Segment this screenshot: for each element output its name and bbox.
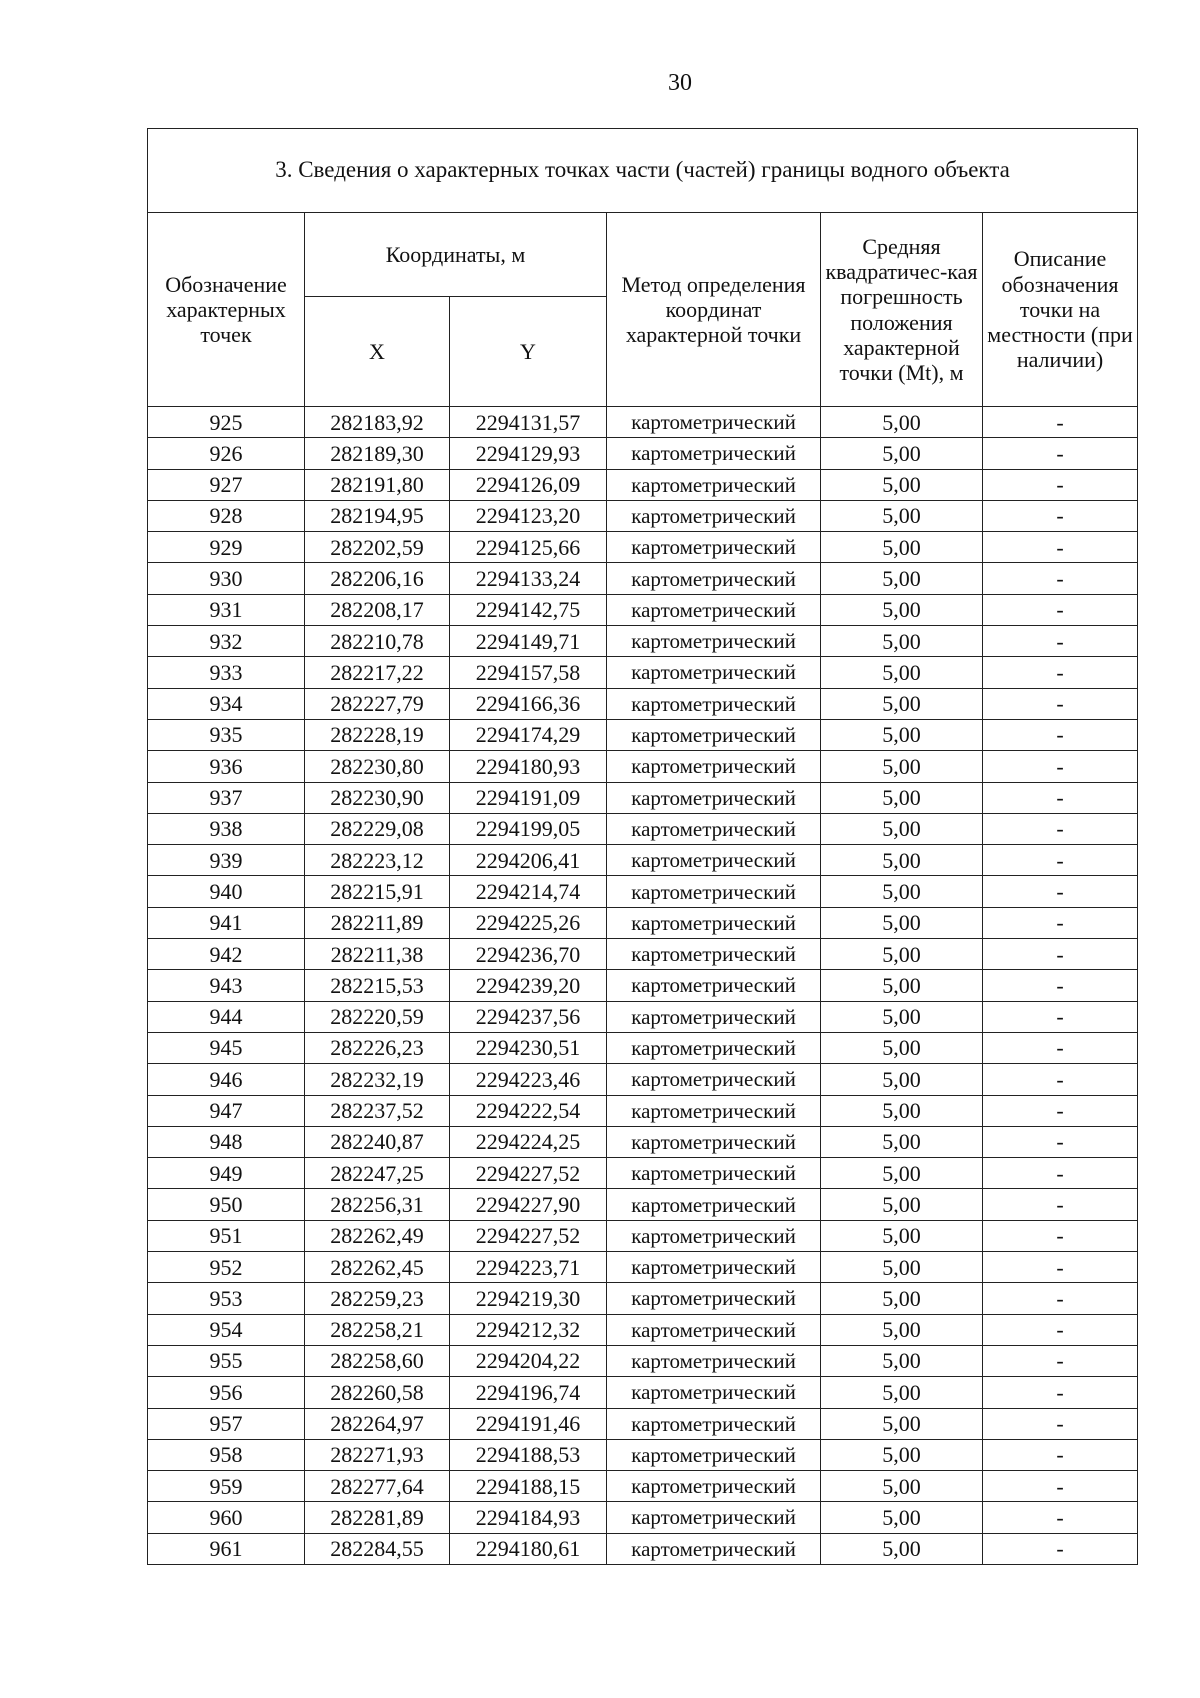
cell-x: 282211,38 <box>305 939 450 970</box>
cell-x: 282226,23 <box>305 1032 450 1063</box>
table-row <box>148 1533 1138 1564</box>
table-row <box>148 907 1138 938</box>
cell-method: картометрический <box>607 532 821 563</box>
cell-method: картометрический <box>607 1314 821 1345</box>
cell-point: 930 <box>148 563 305 594</box>
header-description: Описание обозначения точки на местности (при наличии) <box>983 213 1138 407</box>
cell-point: 932 <box>148 626 305 657</box>
cell-y: 2294219,30 <box>450 1283 607 1314</box>
cell-error: 5,00 <box>821 719 983 750</box>
table-row <box>148 1471 1138 1502</box>
cell-description: - <box>983 751 1138 782</box>
cell-error: 5,00 <box>821 1502 983 1533</box>
cell-description: - <box>983 1001 1138 1032</box>
table-row <box>148 1220 1138 1251</box>
cell-point: 925 <box>148 407 305 438</box>
cell-method: картометрический <box>607 1439 821 1470</box>
cell-point: 949 <box>148 1158 305 1189</box>
cell-point: 940 <box>148 876 305 907</box>
cell-method: картометрический <box>607 1502 821 1533</box>
cell-x: 282277,64 <box>305 1471 450 1502</box>
cell-method: картометрический <box>607 1345 821 1376</box>
cell-description: - <box>983 939 1138 970</box>
cell-description: - <box>983 1126 1138 1157</box>
cell-description: - <box>983 688 1138 719</box>
cell-y: 2294149,71 <box>450 626 607 657</box>
cell-description: - <box>983 970 1138 1001</box>
cell-description: - <box>983 813 1138 844</box>
cell-x: 282281,89 <box>305 1502 450 1533</box>
cell-description: - <box>983 438 1138 469</box>
cell-x: 282194,95 <box>305 500 450 531</box>
cell-description: - <box>983 876 1138 907</box>
table-row <box>148 1439 1138 1470</box>
table-row <box>148 688 1138 719</box>
cell-method: картометрический <box>607 813 821 844</box>
cell-method: картометрический <box>607 1095 821 1126</box>
cell-description: - <box>983 500 1138 531</box>
cell-description: - <box>983 1533 1138 1564</box>
cell-description: - <box>983 1408 1138 1439</box>
cell-point: 958 <box>148 1439 305 1470</box>
table-row <box>148 469 1138 500</box>
cell-error: 5,00 <box>821 1377 983 1408</box>
cell-y: 2294180,61 <box>450 1533 607 1564</box>
cell-method: картометрический <box>607 500 821 531</box>
cell-y: 2294125,66 <box>450 532 607 563</box>
table-row <box>148 1189 1138 1220</box>
cell-y: 2294237,56 <box>450 1001 607 1032</box>
cell-point: 938 <box>148 813 305 844</box>
cell-description: - <box>983 845 1138 876</box>
cell-y: 2294236,70 <box>450 939 607 970</box>
cell-y: 2294222,54 <box>450 1095 607 1126</box>
cell-method: картометрический <box>607 407 821 438</box>
table-row <box>148 782 1138 813</box>
cell-error: 5,00 <box>821 1345 983 1376</box>
cell-method: картометрический <box>607 657 821 688</box>
cell-description: - <box>983 1095 1138 1126</box>
cell-y: 2294239,20 <box>450 970 607 1001</box>
cell-x: 282227,79 <box>305 688 450 719</box>
cell-point: 948 <box>148 1126 305 1157</box>
cell-x: 282210,78 <box>305 626 450 657</box>
table-row <box>148 1158 1138 1189</box>
table-row <box>148 626 1138 657</box>
cell-error: 5,00 <box>821 1158 983 1189</box>
cell-error: 5,00 <box>821 563 983 594</box>
table-row <box>148 1377 1138 1408</box>
cell-error: 5,00 <box>821 970 983 1001</box>
cell-point: 941 <box>148 907 305 938</box>
cell-error: 5,00 <box>821 751 983 782</box>
cell-method: картометрический <box>607 1283 821 1314</box>
cell-point: 961 <box>148 1533 305 1564</box>
cell-error: 5,00 <box>821 626 983 657</box>
cell-y: 2294191,46 <box>450 1408 607 1439</box>
cell-error: 5,00 <box>821 1095 983 1126</box>
cell-x: 282208,17 <box>305 594 450 625</box>
cell-description: - <box>983 1220 1138 1251</box>
cell-x: 282223,12 <box>305 845 450 876</box>
cell-point: 950 <box>148 1189 305 1220</box>
cell-point: 928 <box>148 500 305 531</box>
cell-y: 2294142,75 <box>450 594 607 625</box>
cell-x: 282189,30 <box>305 438 450 469</box>
cell-point: 934 <box>148 688 305 719</box>
cell-description: - <box>983 1377 1138 1408</box>
table-row <box>148 970 1138 1001</box>
cell-method: картометрический <box>607 563 821 594</box>
cell-method: картометрический <box>607 1252 821 1283</box>
cell-error: 5,00 <box>821 1252 983 1283</box>
table-row <box>148 1283 1138 1314</box>
cell-description: - <box>983 407 1138 438</box>
table-title: 3. Сведения о характерных точках части (частей) границы водного объекта <box>148 129 1138 213</box>
cell-point: 956 <box>148 1377 305 1408</box>
cell-method: картометрический <box>607 719 821 750</box>
cell-x: 282202,59 <box>305 532 450 563</box>
cell-error: 5,00 <box>821 1408 983 1439</box>
cell-error: 5,00 <box>821 1533 983 1564</box>
table-row <box>148 563 1138 594</box>
cell-method: картометрический <box>607 782 821 813</box>
cell-x: 282206,16 <box>305 563 450 594</box>
cell-method: картометрический <box>607 970 821 1001</box>
cell-method: картометрический <box>607 1533 821 1564</box>
cell-point: 926 <box>148 438 305 469</box>
cell-point: 946 <box>148 1064 305 1095</box>
cell-y: 2294227,52 <box>450 1158 607 1189</box>
table-row <box>148 719 1138 750</box>
cell-y: 2294188,53 <box>450 1439 607 1470</box>
table-body <box>148 407 1138 1565</box>
cell-x: 282259,23 <box>305 1283 450 1314</box>
cell-description: - <box>983 1064 1138 1095</box>
cell-y: 2294230,51 <box>450 1032 607 1063</box>
cell-description: - <box>983 782 1138 813</box>
cell-y: 2294223,46 <box>450 1064 607 1095</box>
cell-point: 953 <box>148 1283 305 1314</box>
cell-x: 282262,45 <box>305 1252 450 1283</box>
cell-method: картометрический <box>607 845 821 876</box>
table-row <box>148 845 1138 876</box>
table-row <box>148 594 1138 625</box>
cell-error: 5,00 <box>821 1189 983 1220</box>
cell-y: 2294206,41 <box>450 845 607 876</box>
cell-point: 960 <box>148 1502 305 1533</box>
table-row <box>148 939 1138 970</box>
cell-description: - <box>983 594 1138 625</box>
cell-method: картометрический <box>607 1032 821 1063</box>
cell-method: картометрический <box>607 1408 821 1439</box>
cell-x: 282256,31 <box>305 1189 450 1220</box>
cell-error: 5,00 <box>821 1126 983 1157</box>
cell-point: 943 <box>148 970 305 1001</box>
cell-point: 951 <box>148 1220 305 1251</box>
cell-x: 282247,25 <box>305 1158 450 1189</box>
cell-point: 957 <box>148 1408 305 1439</box>
cell-method: картометрический <box>607 594 821 625</box>
table-row <box>148 1502 1138 1533</box>
cell-point: 927 <box>148 469 305 500</box>
cell-method: картометрический <box>607 1471 821 1502</box>
cell-y: 2294166,36 <box>450 688 607 719</box>
cell-y: 2294184,93 <box>450 1502 607 1533</box>
table-row <box>148 1095 1138 1126</box>
cell-error: 5,00 <box>821 782 983 813</box>
cell-x: 282271,93 <box>305 1439 450 1470</box>
cell-error: 5,00 <box>821 469 983 500</box>
cell-method: картометрический <box>607 876 821 907</box>
table-row <box>148 657 1138 688</box>
table-row <box>148 1345 1138 1376</box>
cell-description: - <box>983 563 1138 594</box>
header-x: X <box>305 297 450 407</box>
cell-description: - <box>983 1314 1138 1345</box>
cell-y: 2294180,93 <box>450 751 607 782</box>
cell-x: 282211,89 <box>305 907 450 938</box>
cell-method: картометрический <box>607 688 821 719</box>
cell-point: 936 <box>148 751 305 782</box>
cell-description: - <box>983 1032 1138 1063</box>
cell-description: - <box>983 657 1138 688</box>
cell-description: - <box>983 1252 1138 1283</box>
cell-point: 959 <box>148 1471 305 1502</box>
cell-description: - <box>983 1439 1138 1470</box>
header-error: Средняя квадратичес-кая погрешность положения характерной точки (Mt), м <box>821 213 983 407</box>
table-row <box>148 500 1138 531</box>
cell-description: - <box>983 532 1138 563</box>
cell-description: - <box>983 626 1138 657</box>
cell-y: 2294227,90 <box>450 1189 607 1220</box>
cell-y: 2294129,93 <box>450 438 607 469</box>
table-row <box>148 1408 1138 1439</box>
cell-y: 2294199,05 <box>450 813 607 844</box>
cell-method: картометрический <box>607 907 821 938</box>
page-number: 30 <box>668 70 692 96</box>
cell-method: картометрический <box>607 469 821 500</box>
cell-method: картометрический <box>607 1126 821 1157</box>
cell-description: - <box>983 1158 1138 1189</box>
cell-y: 2294157,58 <box>450 657 607 688</box>
cell-y: 2294212,32 <box>450 1314 607 1345</box>
cell-x: 282240,87 <box>305 1126 450 1157</box>
cell-y: 2294225,26 <box>450 907 607 938</box>
cell-y: 2294227,52 <box>450 1220 607 1251</box>
cell-point: 942 <box>148 939 305 970</box>
cell-x: 282229,08 <box>305 813 450 844</box>
cell-point: 937 <box>148 782 305 813</box>
cell-x: 282232,19 <box>305 1064 450 1095</box>
cell-method: картометрический <box>607 1001 821 1032</box>
cell-y: 2294133,24 <box>450 563 607 594</box>
cell-point: 931 <box>148 594 305 625</box>
cell-point: 955 <box>148 1345 305 1376</box>
cell-point: 954 <box>148 1314 305 1345</box>
cell-error: 5,00 <box>821 907 983 938</box>
table-row <box>148 407 1138 438</box>
header-point: Обозначение характерных точек <box>148 213 305 407</box>
cell-error: 5,00 <box>821 657 983 688</box>
cell-error: 5,00 <box>821 688 983 719</box>
cell-point: 933 <box>148 657 305 688</box>
table-row <box>148 1314 1138 1345</box>
cell-y: 2294204,22 <box>450 1345 607 1376</box>
cell-error: 5,00 <box>821 1032 983 1063</box>
table-row <box>148 813 1138 844</box>
cell-description: - <box>983 719 1138 750</box>
cell-method: картометрический <box>607 626 821 657</box>
cell-description: - <box>983 1471 1138 1502</box>
cell-method: картометрический <box>607 1220 821 1251</box>
cell-y: 2294126,09 <box>450 469 607 500</box>
cell-method: картометрический <box>607 1377 821 1408</box>
header-coords: Координаты, м <box>305 213 607 297</box>
cell-x: 282228,19 <box>305 719 450 750</box>
cell-y: 2294188,15 <box>450 1471 607 1502</box>
cell-x: 282215,91 <box>305 876 450 907</box>
cell-description: - <box>983 1502 1138 1533</box>
cell-point: 944 <box>148 1001 305 1032</box>
cell-x: 282191,80 <box>305 469 450 500</box>
cell-x: 282230,90 <box>305 782 450 813</box>
table-row <box>148 438 1138 469</box>
cell-error: 5,00 <box>821 407 983 438</box>
cell-error: 5,00 <box>821 500 983 531</box>
cell-description: - <box>983 469 1138 500</box>
cell-point: 952 <box>148 1252 305 1283</box>
cell-point: 935 <box>148 719 305 750</box>
cell-description: - <box>983 1189 1138 1220</box>
table-row <box>148 876 1138 907</box>
cell-method: картометрический <box>607 1189 821 1220</box>
cell-error: 5,00 <box>821 438 983 469</box>
cell-x: 282183,92 <box>305 407 450 438</box>
cell-x: 282262,49 <box>305 1220 450 1251</box>
cell-method: картометрический <box>607 939 821 970</box>
cell-x: 282220,59 <box>305 1001 450 1032</box>
cell-description: - <box>983 1345 1138 1376</box>
table-row <box>148 532 1138 563</box>
cell-x: 282237,52 <box>305 1095 450 1126</box>
cell-method: картометрический <box>607 438 821 469</box>
cell-x: 282258,60 <box>305 1345 450 1376</box>
cell-point: 945 <box>148 1032 305 1063</box>
cell-y: 2294131,57 <box>450 407 607 438</box>
cell-point: 929 <box>148 532 305 563</box>
cell-x: 282215,53 <box>305 970 450 1001</box>
cell-error: 5,00 <box>821 1283 983 1314</box>
cell-error: 5,00 <box>821 1220 983 1251</box>
cell-y: 2294196,74 <box>450 1377 607 1408</box>
cell-method: картометрический <box>607 1158 821 1189</box>
cell-error: 5,00 <box>821 845 983 876</box>
cell-method: картометрический <box>607 751 821 782</box>
header-method: Метод определения координат характерной точки <box>607 213 821 407</box>
cell-y: 2294191,09 <box>450 782 607 813</box>
cell-error: 5,00 <box>821 1064 983 1095</box>
header-y: Y <box>450 297 607 407</box>
cell-description: - <box>983 1283 1138 1314</box>
table-row <box>148 751 1138 782</box>
cell-y: 2294174,29 <box>450 719 607 750</box>
table-row <box>148 1001 1138 1032</box>
cell-method: картометрический <box>607 1064 821 1095</box>
cell-error: 5,00 <box>821 1314 983 1345</box>
cell-error: 5,00 <box>821 594 983 625</box>
cell-error: 5,00 <box>821 1471 983 1502</box>
cell-x: 282217,22 <box>305 657 450 688</box>
cell-x: 282284,55 <box>305 1533 450 1564</box>
cell-x: 282258,21 <box>305 1314 450 1345</box>
cell-x: 282260,58 <box>305 1377 450 1408</box>
boundary-points-table <box>147 128 1138 1565</box>
cell-error: 5,00 <box>821 876 983 907</box>
table-row <box>148 1064 1138 1095</box>
cell-y: 2294123,20 <box>450 500 607 531</box>
cell-y: 2294224,25 <box>450 1126 607 1157</box>
cell-error: 5,00 <box>821 813 983 844</box>
cell-error: 5,00 <box>821 939 983 970</box>
cell-error: 5,00 <box>821 532 983 563</box>
cell-error: 5,00 <box>821 1439 983 1470</box>
cell-y: 2294223,71 <box>450 1252 607 1283</box>
cell-x: 282264,97 <box>305 1408 450 1439</box>
cell-error: 5,00 <box>821 1001 983 1032</box>
table-row <box>148 1126 1138 1157</box>
cell-description: - <box>983 907 1138 938</box>
cell-y: 2294214,74 <box>450 876 607 907</box>
cell-x: 282230,80 <box>305 751 450 782</box>
cell-point: 939 <box>148 845 305 876</box>
cell-point: 947 <box>148 1095 305 1126</box>
table-row <box>148 1252 1138 1283</box>
table-row <box>148 1032 1138 1063</box>
